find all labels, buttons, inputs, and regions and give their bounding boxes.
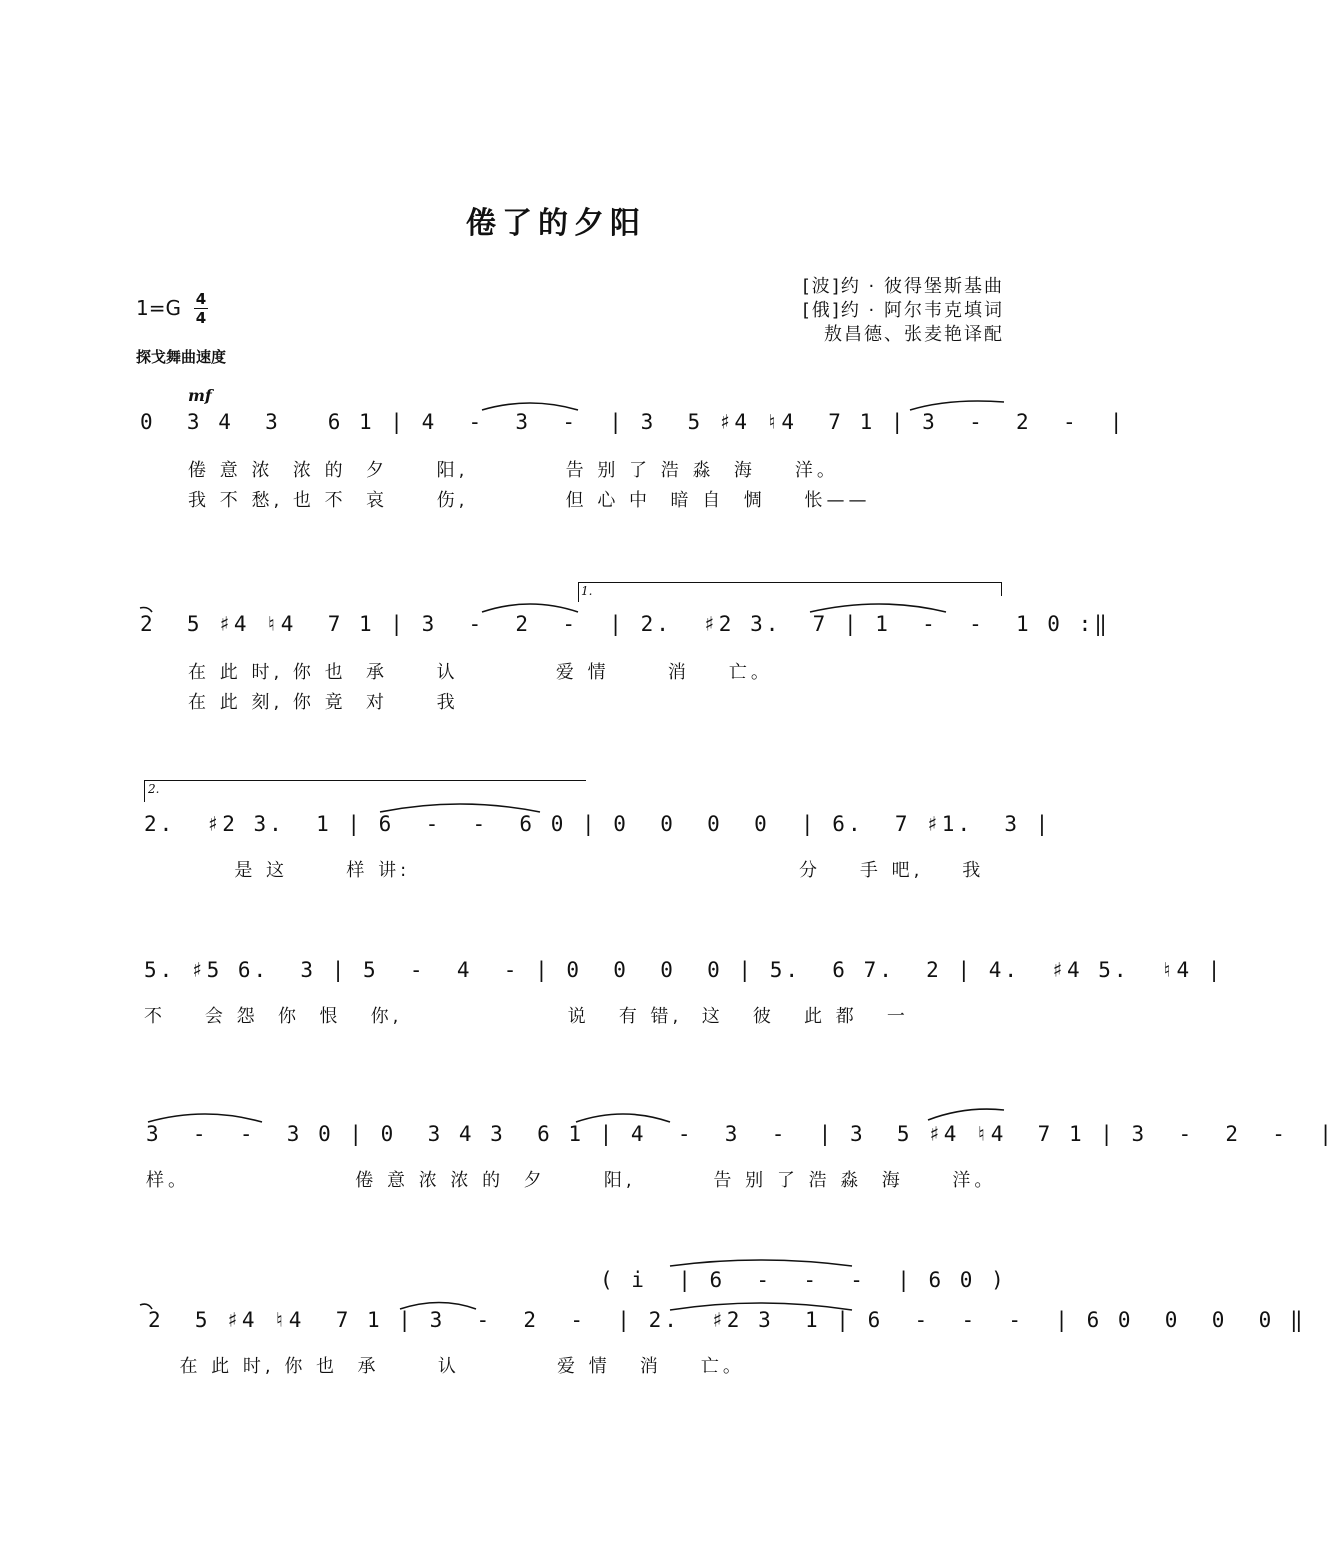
volta-1-label: 1.	[581, 584, 593, 598]
dynamics-mark: mf	[188, 386, 212, 405]
lyric-row-6: 在 此 时, 你 也 承 认 爱 情 消 亡。	[160, 1356, 745, 1377]
volta-1-end	[1001, 582, 1002, 596]
volta-2-hook	[144, 780, 145, 802]
slur	[482, 403, 578, 410]
notation-row-6: 2 5 ♯4 ♮4 7 1 | 3 - 2 - | 2. ♯2 3 1 | 6 - - - | 6 0 0 0 0 ‖	[148, 1308, 1306, 1332]
notation-row-3: 2. ♯2 3. 1 | 6 - - 6 0 | 0 0 0 0 | 6. 7 ♯1. 3 |	[144, 812, 1052, 836]
slur	[482, 604, 578, 612]
lyric-row-5: 样。 倦 意 浓 浓 的 夕 阳, 告 别 了 浩 淼 海 洋。	[146, 1170, 997, 1191]
lyric-row-1-verse-2: 我 不 愁, 也 不 哀 伤, 但 心 中 暗 自 惆 怅——	[188, 490, 871, 511]
volta-2-label: 2.	[148, 782, 160, 796]
notation-row-2: 2 5 ♯4 ♮4 7 1 | 3 - 2 - | 2. ♯2 3. 7 | 1 - - 1 0 :‖	[140, 612, 1110, 636]
key-signature: 1=G	[136, 296, 181, 320]
lyric-row-2-verse-1: 在 此 时, 你 也 承 认 爱 情 消 亡。	[188, 662, 773, 683]
time-signature-bottom: 4	[195, 309, 207, 327]
volta-1-line	[578, 582, 1002, 583]
slur	[670, 1260, 852, 1266]
notation-row-1: 0 3 4 3 6 1 | 4 - 3 - | 3 5 ♯4 ♮4 7 1 | 3 - 2 - |	[140, 410, 1126, 434]
translator-credit: 敖昌德、张麦艳译配	[824, 324, 1004, 345]
composer-credit: [波]约 · 彼得堡斯基曲	[802, 276, 1004, 297]
lyric-row-2-verse-2: 在 此 刻, 你 竟 对 我	[188, 692, 459, 713]
notation-row-5: 3 - - 3 0 | 0 3 4 3 6 1 | 4 - 3 - | 3 5 ♯4 ♮4 7 1 | 3 - 2 - |	[146, 1122, 1335, 1146]
slur	[148, 1114, 262, 1122]
notation-row-6-alternate: ( i | 6 - - - | 6 0 )	[600, 1268, 1007, 1292]
lyric-row-3: 是 这 样 讲: 分 手 吧, 我	[176, 860, 985, 881]
slur	[910, 401, 1004, 410]
tempo-marking: 探戈舞曲速度	[136, 348, 227, 366]
lyricist-credit: [俄]约 · 阿尔韦克填词	[802, 300, 1004, 321]
volta-2-line	[144, 780, 586, 781]
slur	[928, 1109, 1004, 1120]
time-signature-top: 4	[195, 290, 207, 308]
lyric-row-4: 不 会 怨 你 恨 你, 说 有 错, 这 彼 此 都 一	[144, 1006, 909, 1027]
slur	[810, 604, 946, 612]
lyric-row-1-verse-1: 倦 意 浓 浓 的 夕 阳, 告 别 了 浩 淼 海 洋。	[188, 460, 839, 481]
song-title: 倦了的夕阳	[466, 206, 646, 241]
notation-row-4: 5. ♯5 6. 3 | 5 - 4 - | 0 0 0 0 | 5. 6 7. 2 | 4. ♯4 5. ♮4 |	[144, 958, 1224, 982]
slur	[380, 804, 540, 812]
volta-1-hook	[578, 582, 579, 602]
slur	[576, 1114, 670, 1122]
